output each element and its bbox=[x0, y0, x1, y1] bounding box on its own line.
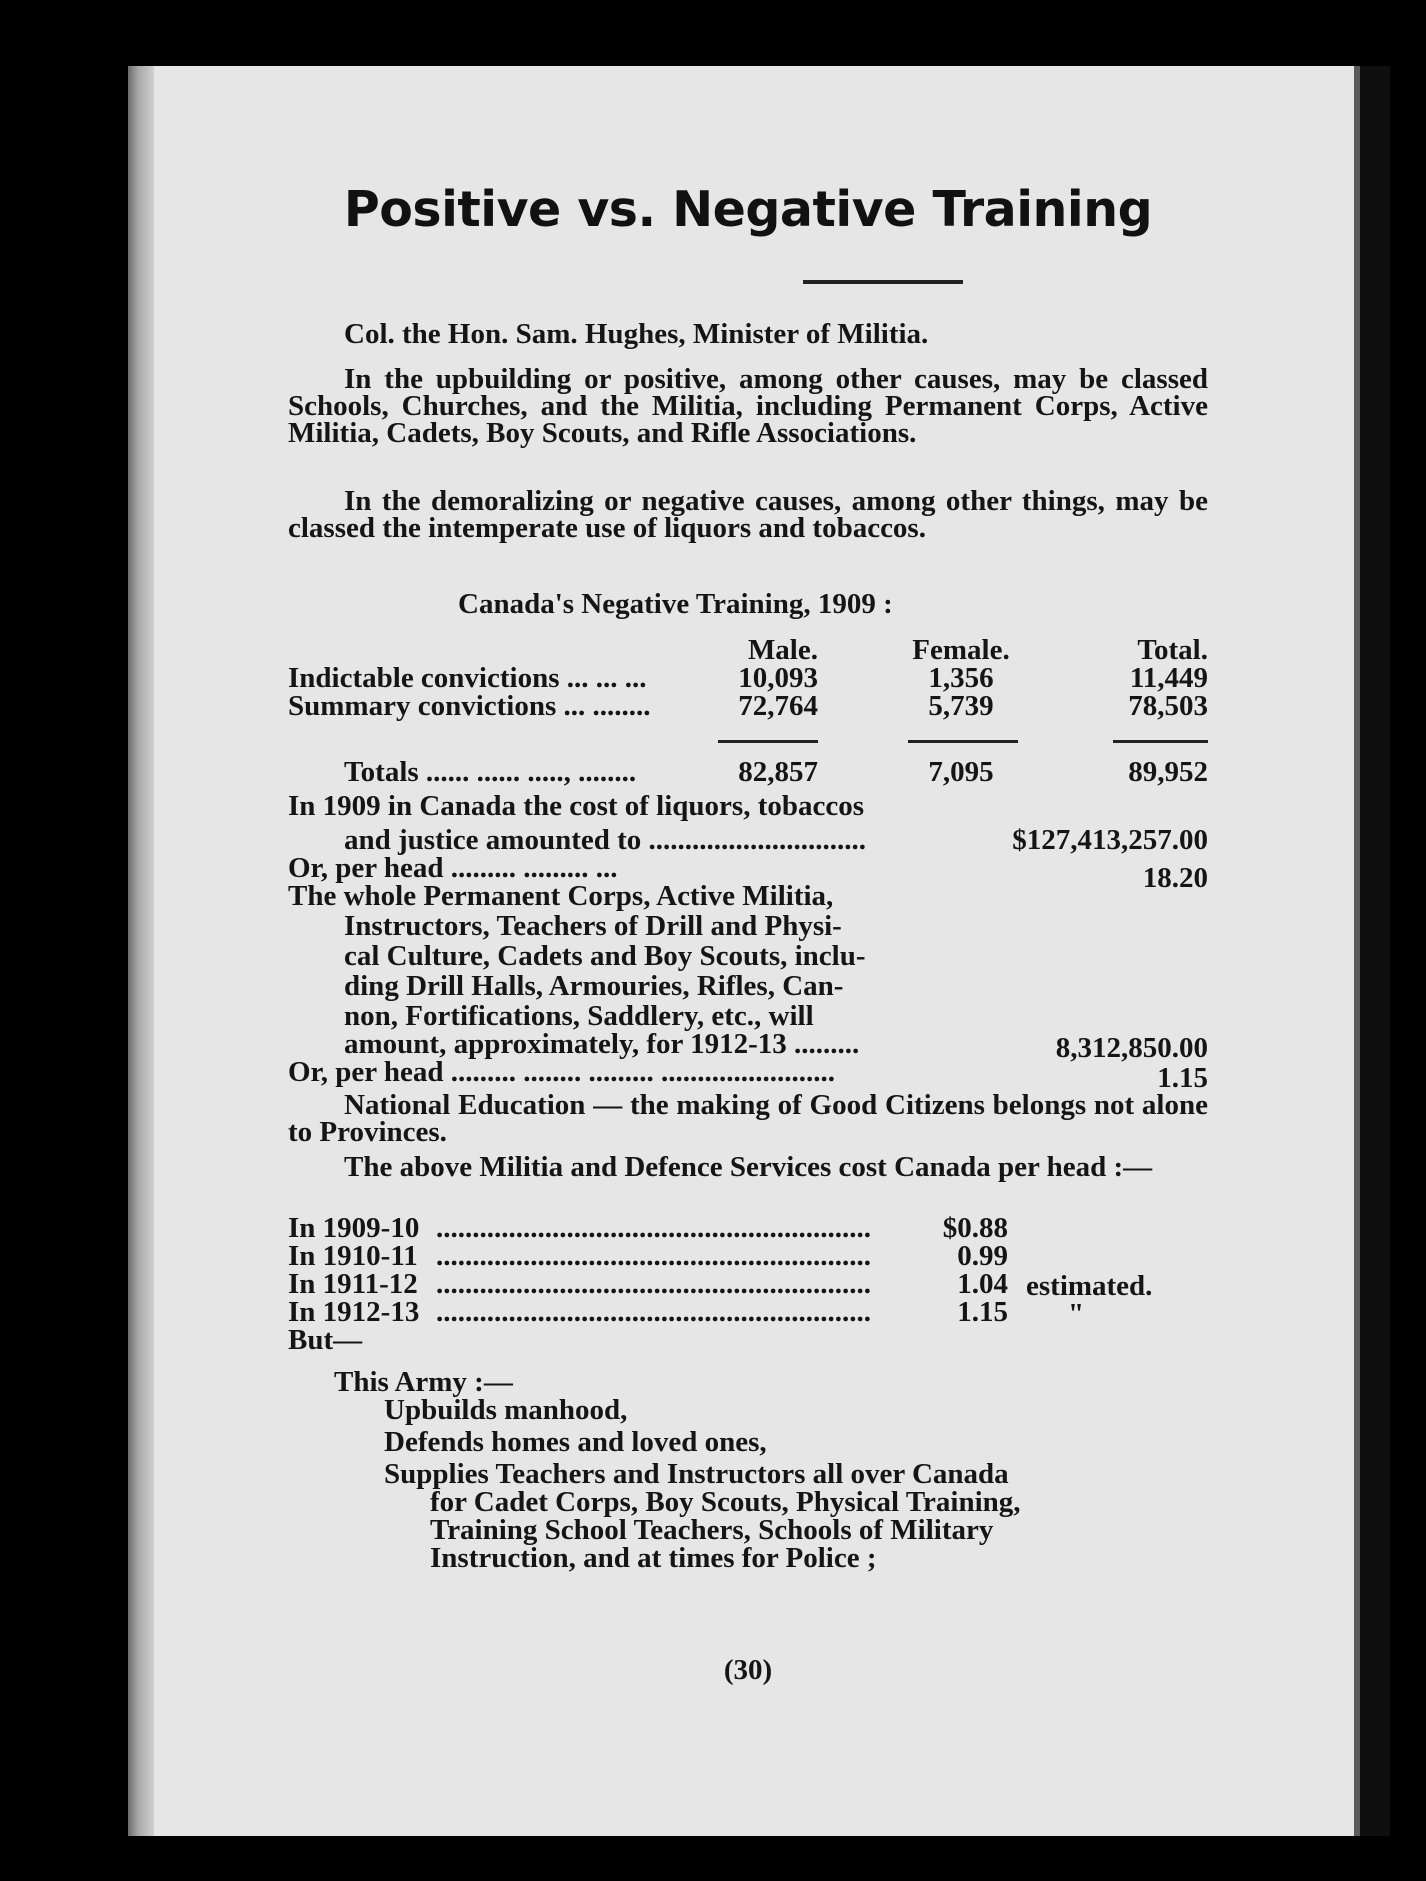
per-head-label-2: Or, per head ......... ........ ......... ........................ bbox=[288, 1056, 835, 1088]
page-number: (30) bbox=[723, 1654, 773, 1686]
per-head-value-2: 1.15 bbox=[1157, 1062, 1208, 1094]
author-line: Col. the Hon. Sam. Hughes, M‍inister of Militia. bbox=[344, 318, 929, 350]
liquor-amount: $127,413,257.00 bbox=[1012, 824, 1208, 856]
militia-line-4: ding Drill Halls, Armouries, Rifles, Can- bbox=[344, 970, 844, 1002]
header-female: Female. bbox=[912, 634, 1010, 666]
militia-line-1: The whole Permanent Corps, Active Militia, bbox=[288, 880, 834, 912]
militia-line-3: cal Culture, Cadets and Boy Scouts, inclu- bbox=[344, 940, 866, 972]
totals-label: Totals ...... ...... ....., ........ bbox=[344, 756, 637, 788]
paragraph-negative: In the demoralizing or negative causes, among other things, may be classed the intemperate use of liquors and tobaccos. bbox=[288, 485, 1208, 544]
row-indictable-label: Indictable convictions ... ... ... bbox=[288, 662, 647, 694]
militia-line-2: Instructors, Teachers of Drill and Physi- bbox=[344, 910, 842, 942]
per-head-intro: The above Militia and Defence Services cost Canada per head :— bbox=[344, 1151, 1153, 1183]
row-summary-female: 5,739 bbox=[928, 690, 994, 722]
rule-total bbox=[1113, 740, 1208, 743]
army-item-3-line-2: for Cadet Corps, Boy Scouts, Physical Training, bbox=[430, 1486, 1021, 1518]
yearly-label-1909: In 1909-10 bbox=[288, 1212, 420, 1244]
yearly-label-1912: In 1912-13 bbox=[288, 1296, 420, 1328]
yearly-label-1910: In 1910-11 bbox=[288, 1240, 418, 1272]
row-summary-total: 78,503 bbox=[1128, 690, 1208, 722]
army-item-2: Defends homes and loved ones, bbox=[384, 1426, 767, 1458]
yearly-value-1910: 0.99 bbox=[957, 1240, 1008, 1272]
yearly-value-1911: 1.04 bbox=[957, 1268, 1008, 1300]
yearly-value-1912: 1.15 bbox=[957, 1296, 1008, 1328]
row-indictable-female: 1,356 bbox=[928, 662, 994, 694]
rule-male bbox=[718, 740, 818, 743]
liquor-line-1: In 1909 in Canada the cost of liquors, tobaccos bbox=[288, 790, 865, 822]
page-binding-edge bbox=[128, 66, 154, 1836]
yearly-note-1911: estimated. bbox=[1026, 1270, 1153, 1302]
row-indictable-male: 10,093 bbox=[738, 662, 818, 694]
totals-male: 82,857 bbox=[738, 756, 818, 788]
army-item-3-line-1: Supplies Teachers and Instructors all over Canada bbox=[384, 1458, 1009, 1490]
yearly-leader-1909: ............................................................ bbox=[436, 1212, 871, 1244]
army-intro: This Army :— bbox=[334, 1366, 513, 1398]
totals-total: 89,952 bbox=[1128, 756, 1208, 788]
yearly-leader-1912: ............................................................ bbox=[436, 1296, 871, 1328]
page-title: Positive vs. Negative Training bbox=[343, 181, 1153, 238]
yearly-label-1911: In 1911-12 bbox=[288, 1268, 418, 1300]
yearly-value-1909: $0.88 bbox=[942, 1212, 1008, 1244]
row-summary-male: 72,764 bbox=[738, 690, 818, 722]
row-summary-label: Summary convictions ... ........ bbox=[288, 690, 651, 722]
army-item-3-line-3: Training School Teachers, Schools of Military bbox=[430, 1514, 994, 1546]
yearly-note-1912: " bbox=[1068, 1298, 1085, 1330]
totals-female: 7,095 bbox=[928, 756, 994, 788]
rule-female bbox=[908, 740, 1018, 743]
header-total: Total. bbox=[1137, 634, 1208, 666]
army-item-1: Upbuilds manhood, bbox=[384, 1394, 628, 1426]
but-line: But— bbox=[288, 1324, 363, 1356]
header-male: Male. bbox=[747, 634, 818, 666]
scanned-page bbox=[128, 66, 1390, 1836]
militia-line-6: amount, approximately, for 1912-13 ......... bbox=[344, 1028, 860, 1060]
per-head-value-1: 18.20 bbox=[1142, 862, 1208, 894]
yearly-leader-1911: ............................................................ bbox=[436, 1268, 871, 1300]
title-rule bbox=[803, 280, 963, 284]
yearly-leader-1910: ............................................................ bbox=[436, 1240, 871, 1272]
per-head-label-1: Or, per head ......... ......... ... bbox=[288, 852, 618, 884]
militia-amount: 8,312,850.00 bbox=[1055, 1032, 1208, 1064]
army-item-3-line-4: Instruction, and at times for Police ; bbox=[430, 1542, 877, 1574]
row-indictable-total: 11,449 bbox=[1129, 662, 1208, 694]
militia-line-5: non, Fortifications, Saddlery, etc., will bbox=[344, 1000, 814, 1032]
paragraph-positive: In the upbuilding or positive, among other causes, may be classed Schools, Churches, and the Militia, including Permanent Corps, Active Militia, Cadets, Boy Scouts, and Rifle Associations. bbox=[288, 363, 1208, 449]
table-caption: Canada's Negative Training, 1909 : bbox=[458, 588, 893, 620]
facing-page-edge bbox=[1354, 66, 1390, 1836]
national-education: National Education — the making of Good Citizens belongs not alone to Provinces. bbox=[288, 1089, 1208, 1148]
liquor-line-2: and justice amounted to .............................. bbox=[344, 824, 867, 856]
